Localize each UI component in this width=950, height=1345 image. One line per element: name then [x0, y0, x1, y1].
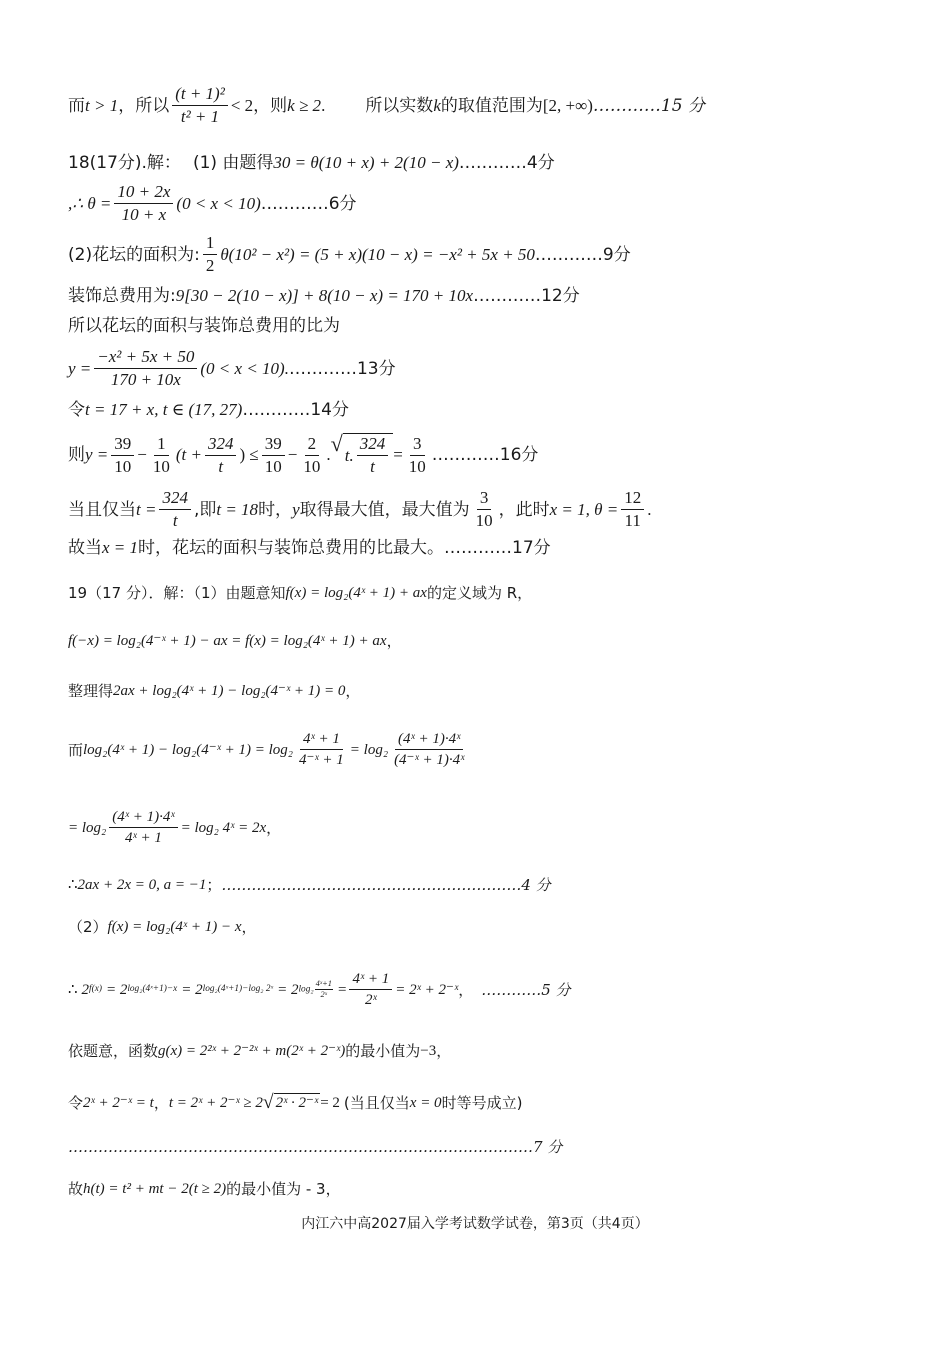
denominator: t — [172, 511, 178, 531]
fraction — [262, 434, 285, 478]
numerator: 10 + 2x — [114, 182, 173, 204]
text: ， — [345, 682, 361, 700]
score-marker: …………12分 — [473, 286, 580, 306]
text: . — [647, 499, 652, 519]
math: 2ax + 2x = 0, a = −1 — [77, 877, 207, 893]
math: f(x) = log₂(4ˣ + 1) + ax — [285, 585, 427, 601]
denominator: 11 — [624, 511, 641, 531]
numerator: 324 — [159, 488, 191, 510]
text-line — [68, 918, 257, 936]
fraction — [94, 347, 197, 391]
denominator: 10 — [475, 511, 493, 531]
denominator: t — [218, 456, 224, 476]
text-line — [68, 1138, 562, 1156]
text: (2)花坛的面积为: — [68, 244, 200, 265]
math: y = — [85, 445, 109, 465]
text-line — [68, 1093, 522, 1113]
score-marker: …………5 分 — [481, 980, 571, 999]
text: 装饰总费用为: — [68, 286, 176, 306]
text-line — [68, 400, 349, 420]
numerator: (4ˣ + 1)·4ˣ — [395, 730, 463, 750]
denominator: 10 — [264, 456, 282, 476]
fraction — [159, 488, 191, 532]
text: ，则 — [253, 95, 288, 116]
numerator: 4ˣ + 1 — [349, 970, 392, 990]
fraction — [473, 488, 496, 532]
text: (当且仅当 — [343, 1093, 410, 1112]
superscript — [298, 979, 334, 1000]
math: x = 1, θ = — [549, 499, 619, 519]
denominator: 2 — [205, 256, 215, 276]
fraction — [391, 730, 467, 769]
denominator: 10 — [152, 456, 170, 476]
text: 故 — [68, 1180, 84, 1198]
text-line — [68, 488, 651, 532]
math: 2 — [81, 981, 90, 998]
math: = log₂ — [349, 741, 389, 758]
text: 所以花坛的面积与装饰总费用的比为 — [68, 316, 340, 336]
text-line — [68, 876, 551, 894]
text: ,即 — [193, 499, 217, 520]
fraction — [406, 434, 429, 478]
text: 令 — [68, 400, 85, 420]
text: ， — [153, 1093, 169, 1112]
text: ， — [386, 632, 402, 650]
text: 的取值范围为 — [440, 95, 543, 116]
score-marker: …………16分 — [431, 445, 539, 466]
numerator: 324 — [357, 434, 389, 456]
numerator: 324 — [205, 434, 237, 456]
text: 时， — [258, 499, 293, 520]
question-number: 19（17 分）．解：（1）由题意知 — [68, 584, 286, 602]
score-marker: …………13分 — [288, 358, 396, 379]
numerator: −x² + 5x + 50 — [94, 347, 197, 369]
numerator: 4ˣ + 1 — [300, 730, 343, 750]
text-line — [68, 153, 555, 173]
numerator: 1 — [203, 233, 218, 255]
math: = — [393, 445, 403, 465]
math: log₂ — [298, 984, 314, 995]
text-line — [68, 316, 340, 336]
text: 的最小值为 — [345, 1042, 421, 1060]
score-marker: …………17分 — [444, 538, 551, 558]
text-line — [68, 538, 551, 558]
text-line — [68, 584, 532, 602]
text: 当且仅当 — [68, 499, 136, 520]
text: 整理得 — [68, 682, 114, 700]
superscript: log₂(4ˣ+1)−x — [127, 983, 178, 994]
radical-sign: √ — [262, 1092, 274, 1113]
superscript: f(x) — [89, 983, 102, 994]
text-line — [68, 347, 396, 391]
numerator: (4ˣ + 1)·4ˣ — [109, 808, 177, 828]
denominator: 170 + 10x — [110, 370, 181, 390]
math: (0 < x < 10). — [200, 358, 289, 378]
math: k ≥ 2 — [287, 95, 322, 115]
denominator: 4ˣ + 1 — [125, 830, 162, 846]
math: ∴ — [68, 877, 78, 893]
text-line — [68, 970, 571, 1009]
text: ，所以 — [118, 95, 170, 116]
fraction — [203, 233, 218, 277]
text-line — [68, 182, 357, 226]
math: = 2ˣ + 2⁻ˣ — [395, 981, 459, 998]
math: 2ˣ + 2⁻ˣ = t — [83, 1094, 154, 1111]
square-root — [263, 1093, 320, 1113]
radical-sign: √ — [330, 431, 343, 456]
text: ，此时 — [498, 499, 550, 520]
denominator: 2ˣ — [365, 992, 377, 1008]
math: − — [137, 445, 147, 465]
question-number: 18(17分).解： — [68, 153, 181, 173]
score-marker: …………9分 — [534, 244, 631, 265]
numerator: 1 — [154, 434, 169, 456]
score-marker: …………15 分 — [592, 95, 705, 116]
denominator: 10 — [114, 456, 132, 476]
math: 2ax + log₂(4ˣ + 1) − log₂(4⁻ˣ + 1) = 0 — [113, 683, 346, 699]
math: y — [292, 499, 300, 519]
math: k — [433, 95, 441, 115]
text: 则 — [68, 445, 85, 466]
numerator: 2 — [305, 434, 320, 456]
numerator: (t + 1)² — [172, 84, 228, 106]
denominator: 10 — [408, 456, 426, 476]
fraction — [357, 434, 389, 478]
denominator: 10 — [303, 456, 321, 476]
text-line — [68, 286, 580, 306]
math: x = 1 — [102, 538, 139, 557]
fraction — [205, 434, 237, 478]
math: x = 0 — [409, 1094, 442, 1111]
score-marker: …………14分 — [242, 400, 349, 420]
math: = 2 — [105, 981, 128, 998]
text: ， — [266, 818, 282, 837]
math: f(x) = log₂(4ˣ + 1) − x — [107, 919, 242, 935]
score-marker: ……………………………………………………4 分 — [221, 876, 551, 894]
text: （2） — [68, 918, 108, 936]
fraction — [150, 434, 173, 478]
text: ， — [458, 980, 474, 999]
math: = 2 — [181, 981, 203, 998]
text-line — [68, 1042, 451, 1060]
math: 9[30 − 2(10 − x)] + 8(10 − x) = 170 + 10x — [175, 286, 474, 305]
fraction — [300, 434, 323, 478]
text: 而 — [68, 95, 85, 116]
denominator: t² + 1 — [180, 107, 220, 127]
math: y = — [68, 358, 92, 378]
denominator: 2ˣ — [320, 990, 328, 999]
square-root — [331, 433, 394, 478]
text-line — [68, 682, 360, 700]
math: [2, +∞) — [542, 95, 593, 115]
math: = 2 — [320, 1094, 340, 1111]
score-marker: …………………………………………………………………………………7 分 — [68, 1138, 563, 1156]
radicand: 2ˣ · 2⁻ˣ — [274, 1093, 321, 1113]
numerator: 39 — [111, 434, 134, 456]
denominator: (4⁻ˣ + 1)·4ˣ — [394, 752, 465, 768]
math: t. — [344, 445, 354, 465]
text: . — [321, 95, 326, 115]
math: (t + — [175, 445, 202, 465]
text: 的定义域为 R， — [426, 584, 533, 602]
text: (1) 由题得 — [192, 153, 274, 173]
fraction — [114, 182, 173, 226]
math: = 2 — [277, 981, 299, 998]
page-footer: 内江六中高2027届入学考试数学试卷，第3页（共4页） — [301, 1216, 649, 1232]
math: f(−x) = log₂(4⁻ˣ + 1) − ax = f(x) = log₂(4ˣ + 1) + ax — [68, 633, 387, 649]
text: ； — [206, 876, 222, 894]
score-marker: …………6分 — [260, 193, 357, 214]
text: 取得最大值，最大值为 — [299, 499, 470, 520]
math: . — [326, 445, 331, 465]
text: ， — [241, 918, 257, 936]
text: 令 — [68, 1093, 84, 1112]
text: ， — [436, 1042, 452, 1060]
text: 时等号成立) — [441, 1093, 523, 1112]
math: 30 = θ(10 + x) + 2(10 − x) — [273, 153, 459, 172]
numerator: 3 — [410, 434, 425, 456]
text: 故当 — [68, 538, 102, 558]
fraction — [172, 84, 228, 128]
fraction — [111, 434, 134, 478]
math: < 2 — [230, 95, 254, 115]
text-line — [68, 233, 631, 277]
math: −3 — [420, 1043, 437, 1059]
text: 的最小值为 - 3， — [226, 1180, 341, 1198]
math: t = 2ˣ + 2⁻ˣ ≥ 2 — [168, 1094, 263, 1111]
numerator: 4ˣ+1 — [315, 979, 333, 990]
math: g(x) = 2²ˣ + 2⁻²ˣ + m(2ˣ + 2⁻ˣ) — [158, 1043, 346, 1059]
math: ) ≤ — [239, 445, 259, 465]
math: = — [337, 981, 347, 998]
math: t = 18 — [216, 499, 259, 519]
text: 而 — [68, 740, 84, 759]
denominator: t — [370, 457, 375, 477]
math: t = — [136, 499, 157, 519]
math: h(t) = t² + mt − 2(t ≥ 2) — [83, 1181, 227, 1197]
text: 时，花坛的面积与装饰总费用的比最大。 — [138, 538, 445, 558]
text: 所以实数 — [365, 95, 434, 116]
text-line — [68, 632, 402, 650]
math: t > 1 — [85, 95, 119, 115]
numerator: 39 — [262, 434, 285, 456]
fraction — [296, 730, 347, 769]
numerator: 12 — [621, 488, 644, 510]
math: − — [287, 445, 298, 465]
text-line — [68, 433, 538, 478]
math: (0 < x < 10) — [176, 193, 261, 213]
fraction — [109, 808, 177, 847]
text-line — [68, 84, 705, 128]
math: = log₂ 4ˣ = 2x — [180, 819, 267, 836]
fraction — [315, 979, 333, 1000]
text: 依题意，函数 — [68, 1042, 159, 1060]
text-line — [68, 1180, 341, 1198]
math: ∴ — [68, 981, 78, 998]
text-line — [68, 808, 281, 847]
math: θ(10² − x²) = (5 + x)(10 − x) = −x² + 5x + 50 — [220, 244, 535, 264]
superscript: log₂(4ˣ+1)−log₂ 2ˣ — [202, 983, 274, 994]
denominator: 4⁻ˣ + 1 — [299, 752, 344, 768]
fraction — [621, 488, 644, 532]
score-marker: …………4分 — [458, 153, 555, 173]
text-line — [68, 730, 470, 769]
denominator: 10 + x — [121, 205, 167, 225]
math: log₂(4ˣ + 1) − log₂(4⁻ˣ + 1) = log₂ — [83, 741, 294, 758]
math: t = 17 + x, t ∈ (17, 27) — [85, 400, 243, 419]
math: = log₂ — [68, 819, 107, 836]
math: ,∴ θ = — [68, 193, 112, 213]
fraction — [349, 970, 392, 1009]
numerator: 3 — [477, 488, 492, 510]
